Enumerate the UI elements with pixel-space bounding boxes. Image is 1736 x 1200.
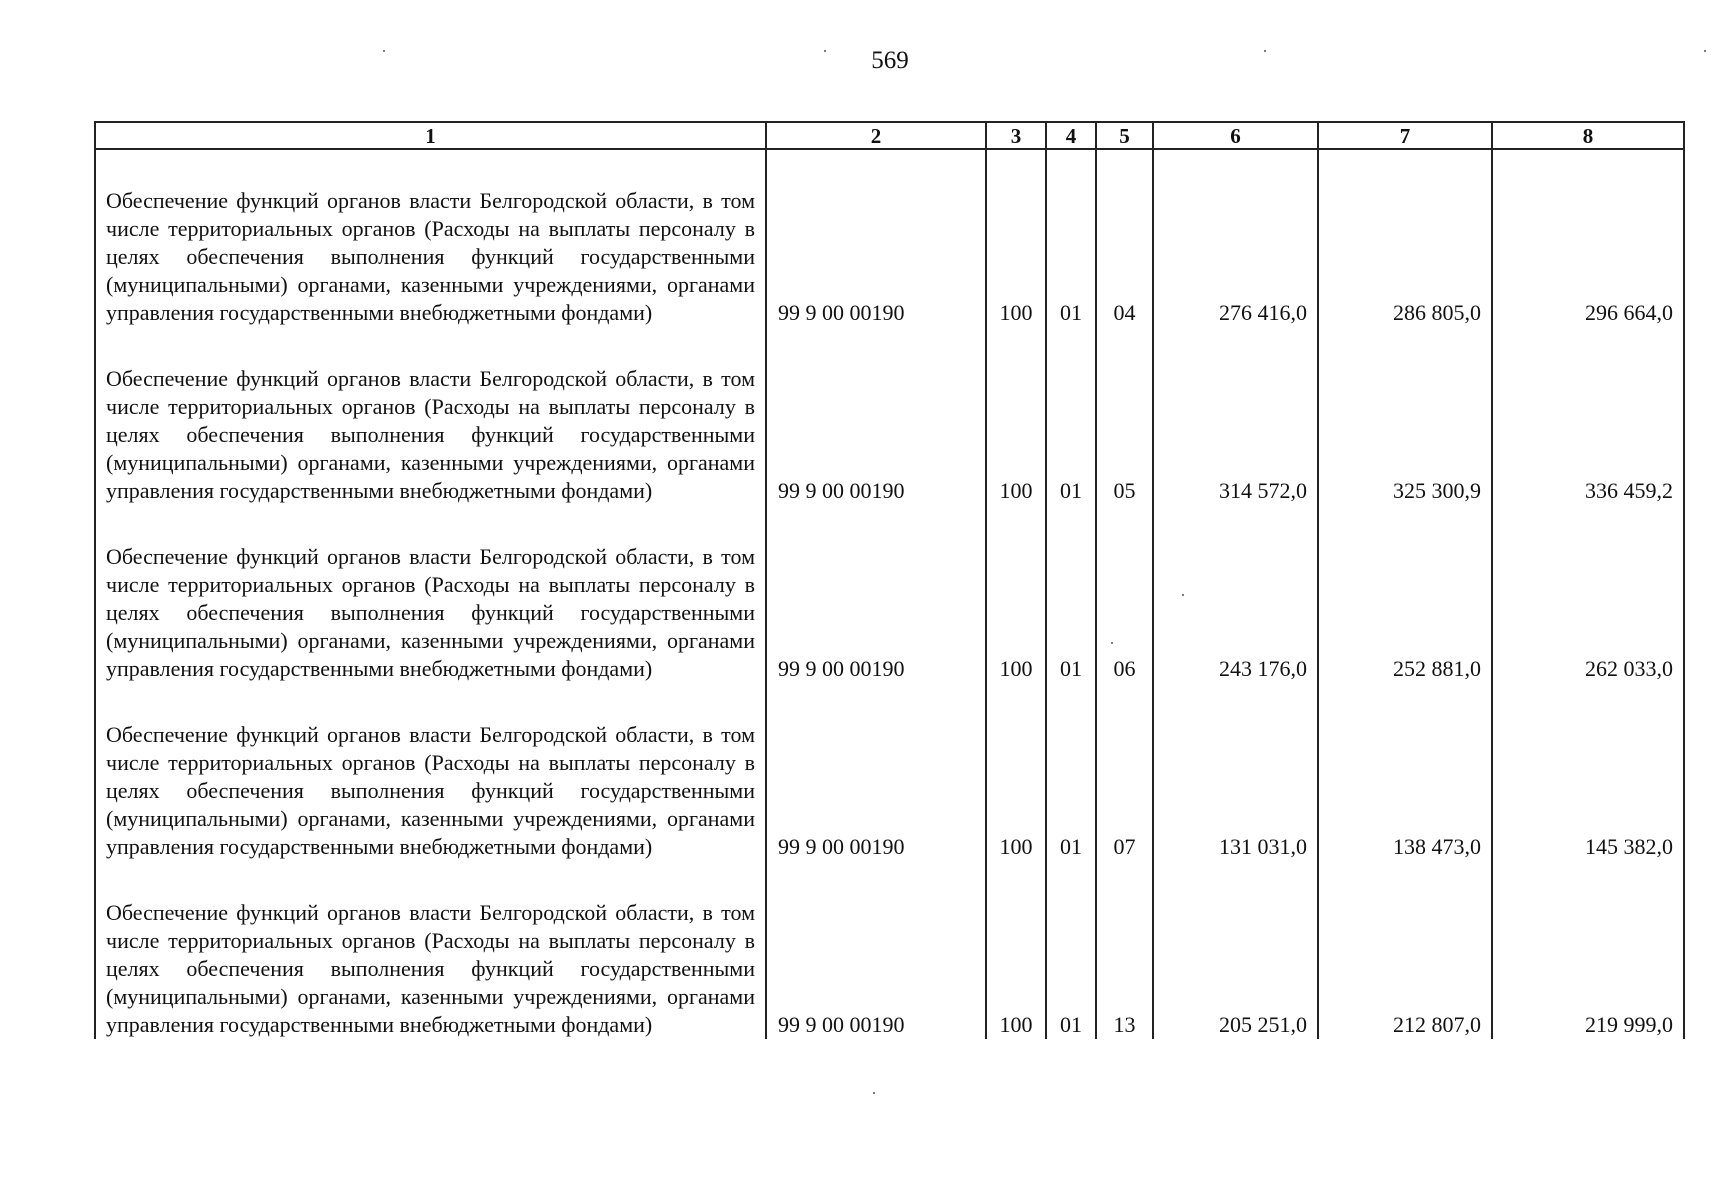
row-description: Обеспечение функций органов власти Белгородской области, в том числе территориальных органов (Расходы на выплаты персоналу в целях обеспечения выполнения функций государственными (муниципальными) органами, казенными учреждениями, органами управления государственными внебюджетными фондами) bbox=[95, 149, 766, 327]
row-description: Обеспечение функций органов власти Белгородской области, в том числе территориальных органов (Расходы на выплаты персоналу в целях обеспечения выполнения функций государственными (муниципальными) органами, казенными учреждениями, органами управления государственными внебюджетными фондами) bbox=[95, 683, 766, 861]
row-amount-col6: 276 416,0 bbox=[1153, 149, 1318, 327]
row-section: 01 bbox=[1046, 861, 1096, 1039]
row-amount-col8: 219 999,0 bbox=[1492, 861, 1684, 1039]
table-row bbox=[95, 327, 1684, 505]
row-section: 01 bbox=[1046, 327, 1096, 505]
scan-speck bbox=[1704, 50, 1706, 52]
row-expense-type: 100 bbox=[986, 505, 1046, 683]
column-header: 1 bbox=[95, 122, 766, 149]
row-expense-type: 100 bbox=[986, 149, 1046, 327]
table-header bbox=[95, 122, 1684, 149]
table-row bbox=[95, 505, 1684, 683]
row-description: Обеспечение функций органов власти Белгородской области, в том числе территориальных органов (Расходы на выплаты персоналу в целях обеспечения выполнения функций государственными (муниципальными) органами, казенными учреждениями, органами управления государственными внебюджетными фондами) bbox=[95, 861, 766, 1039]
row-amount-col8: 296 664,0 bbox=[1492, 149, 1684, 327]
row-amount-col6: 314 572,0 bbox=[1153, 327, 1318, 505]
row-target-article: 99 9 00 00190 bbox=[766, 149, 986, 327]
row-target-article: 99 9 00 00190 bbox=[766, 861, 986, 1039]
row-amount-col6: 205 251,0 bbox=[1153, 861, 1318, 1039]
row-amount-col7: 212 807,0 bbox=[1318, 861, 1492, 1039]
column-header: 8 bbox=[1492, 122, 1684, 149]
scan-speck bbox=[824, 50, 826, 52]
row-expense-type: 100 bbox=[986, 327, 1046, 505]
row-section: 01 bbox=[1046, 149, 1096, 327]
row-subsection: 05 bbox=[1096, 327, 1153, 505]
column-header: 5 bbox=[1096, 122, 1153, 149]
row-amount-col8: 145 382,0 bbox=[1492, 683, 1684, 861]
row-expense-type: 100 bbox=[986, 683, 1046, 861]
row-subsection: 07 bbox=[1096, 683, 1153, 861]
row-target-article: 99 9 00 00190 bbox=[766, 327, 986, 505]
page-number: 569 bbox=[871, 47, 909, 74]
column-header: 6 bbox=[1153, 122, 1318, 149]
row-amount-col8: 336 459,2 bbox=[1492, 327, 1684, 505]
row-section: 01 bbox=[1046, 505, 1096, 683]
budget-table bbox=[94, 121, 1685, 1039]
table-row bbox=[95, 683, 1684, 861]
row-amount-col6: 131 031,0 bbox=[1153, 683, 1318, 861]
row-subsection: 06 bbox=[1096, 505, 1153, 683]
row-subsection: 04 bbox=[1096, 149, 1153, 327]
row-target-article: 99 9 00 00190 bbox=[766, 505, 986, 683]
row-expense-type: 100 bbox=[986, 861, 1046, 1039]
row-amount-col8: 262 033,0 bbox=[1492, 505, 1684, 683]
header-row bbox=[95, 122, 1684, 149]
row-description: Обеспечение функций органов власти Белгородской области, в том числе территориальных органов (Расходы на выплаты персоналу в целях обеспечения выполнения функций государственными (муниципальными) органами, казенными учреждениями, органами управления государственными внебюджетными фондами) bbox=[95, 505, 766, 683]
row-target-article: 99 9 00 00190 bbox=[766, 683, 986, 861]
column-header: 4 bbox=[1046, 122, 1096, 149]
row-description: Обеспечение функций органов власти Белгородской области, в том числе территориальных органов (Расходы на выплаты персоналу в целях обеспечения выполнения функций государственными (муниципальными) органами, казенными учреждениями, органами управления государственными внебюджетными фондами) bbox=[95, 327, 766, 505]
row-amount-col7: 325 300,9 bbox=[1318, 327, 1492, 505]
row-subsection: 13 bbox=[1096, 861, 1153, 1039]
table-row bbox=[95, 861, 1684, 1039]
table-row bbox=[95, 149, 1684, 327]
row-section: 01 bbox=[1046, 683, 1096, 861]
row-amount-col7: 138 473,0 bbox=[1318, 683, 1492, 861]
scan-speck bbox=[873, 1092, 875, 1094]
scan-speck bbox=[383, 50, 385, 52]
row-amount-col7: 252 881,0 bbox=[1318, 505, 1492, 683]
scan-speck bbox=[1264, 50, 1266, 52]
row-amount-col7: 286 805,0 bbox=[1318, 149, 1492, 327]
column-header: 2 bbox=[766, 122, 986, 149]
row-amount-col6: 243 176,0 bbox=[1153, 505, 1318, 683]
column-header: 7 bbox=[1318, 122, 1492, 149]
column-header: 3 bbox=[986, 122, 1046, 149]
table-body bbox=[95, 149, 1684, 1039]
